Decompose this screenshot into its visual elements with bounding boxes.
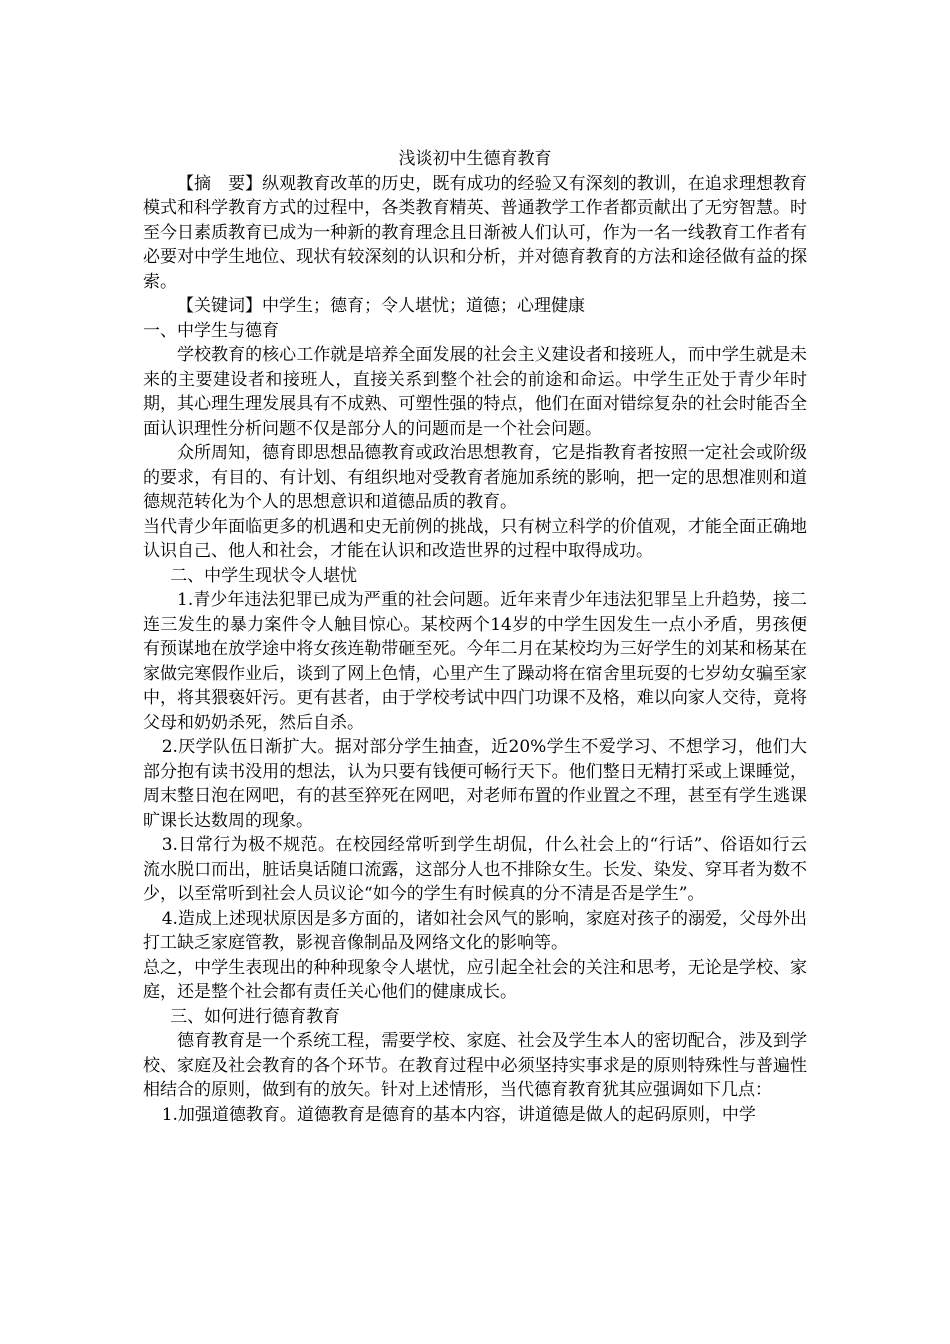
- section1-paragraph-2: 众所周知，德育即思想品德教育或政治思想教育，它是指教育者按照一定社会或阶级的要求，有目的、有计划、有组织地对受教育者施加系统的影响，把一定的思想准则和道德规范转化为个人的思想意识和道德品质的教育。: [143, 443, 807, 512]
- section1-paragraph-1: 学校教育的核心工作就是培养全面发展的社会主义建设者和接班人，而中学生就是未来的主要建设者和接班人，直接关系到整个社会的前途和命运。中学生正处于青少年时期，其心理生理发展具有不成熟、可塑性强的特点，他们在面对错综复杂的社会时能否全面认识理性分析问题不仅是部分人的问题而是一个社会问题。: [143, 345, 807, 439]
- section1-heading: 一、中学生与德育: [143, 320, 279, 341]
- section2-heading: 二、中学生现状令人堪忧: [170, 565, 358, 586]
- section3-paragraph-1: 德育教育是一个系统工程，需要学校、家庭、社会及学生本人的密切配合，涉及到学校、家庭及社会教育的各个环节。在教育过程中必须坚持实事求是的原则特殊性与普遍性相结合的原则，做到有的放矢。针对上述情形，当代德育教育犹其应强调如下几点：: [143, 1031, 807, 1100]
- keywords-paragraph: 【关键词】中学生；德育；令人堪忧；道德；心理健康: [177, 296, 585, 316]
- section1-paragraph-3: 当代青少年面临更多的机遇和史无前例的挑战，只有树立科学的价值观，才能全面正确地认识自己、他人和社会，才能在认识和改造世界的过程中取得成功。: [143, 516, 807, 561]
- document-title: 浅谈初中生德育教育: [398, 149, 552, 169]
- document-page: [143, 147, 807, 1127]
- section2-paragraph-2: 2.厌学队伍日渐扩大。据对部分学生抽查，近20%学生不爱学习、不想学习，他们大部分抱有读书没用的想法，认为只要有钱便可畅行天下。他们整日无精打采或上课睡觉，周末整日泡在网吧，有的甚至猝死在网吧，对老师布置的作业置之不理，甚至有学生逃课旷课长达数周的现象。: [143, 737, 807, 831]
- abstract-paragraph: 【摘 要】纵观教育改革的历史，既有成功的经验又有深刻的教训，在追求理想教育模式和科学教育方式的过程中，各类教育精英、普通教学工作者都贡献出了无穷智慧。时至今日素质教育已成为一种新的教育理念且日渐被人们认可，作为一名一线教育工作者有必要对中学生地位、现状有较深刻的认识和分析，并对德育教育的方法和途径做有益的探索。: [143, 173, 807, 292]
- section2-paragraph-5: 总之，中学生表现出的种种现象令人堪忧，应引起全社会的关注和思考，无论是学校、家庭，还是整个社会都有责任关心他们的健康成长。: [143, 957, 807, 1002]
- section2-paragraph-1: 1.青少年违法犯罪已成为严重的社会问题。近年来青少年违法犯罪呈上升趋势，接二连三发生的暴力案件令人触目惊心。某校两个14岁的中学生因发生一点小矛盾，男孩便有预谋地在放学途中将女孩连勒带砸至死。今年二月在某校均为三好学生的刘某和杨某在家做完寒假作业后，谈到了网上色情，心里产生了躁动将在宿舍里玩耍的七岁幼女骗至家中，将其猥亵奸污。更有甚者，由于学校考试中四门功课不及格，难以向家人交待，竟将父母和奶奶杀死，然后自杀。: [143, 590, 807, 733]
- section2-paragraph-4: 4.造成上述现状原因是多方面的，诸如社会风气的影响，家庭对孩子的溺爱，父母外出打工缺乏家庭管教，影视音像制品及网络文化的影响等。: [143, 908, 807, 953]
- section3-paragraph-2: 1.加强道德教育。道德教育是德育的基本内容，讲道德是做人的起码原则，中学: [161, 1104, 756, 1125]
- section3-heading: 三、如何进行德育教育: [170, 1006, 341, 1027]
- section2-paragraph-3: 3.日常行为极不规范。在校园经常听到学生胡侃，什么社会上的“行话”、俗语如行云流水脱口而出，脏话臭话随口流露，这部分人也不排除女生。长发、染发、穿耳者为数不少，以至常听到社会人员议论“如今的学生有时候真的分不清是否是学生”。: [143, 835, 807, 904]
